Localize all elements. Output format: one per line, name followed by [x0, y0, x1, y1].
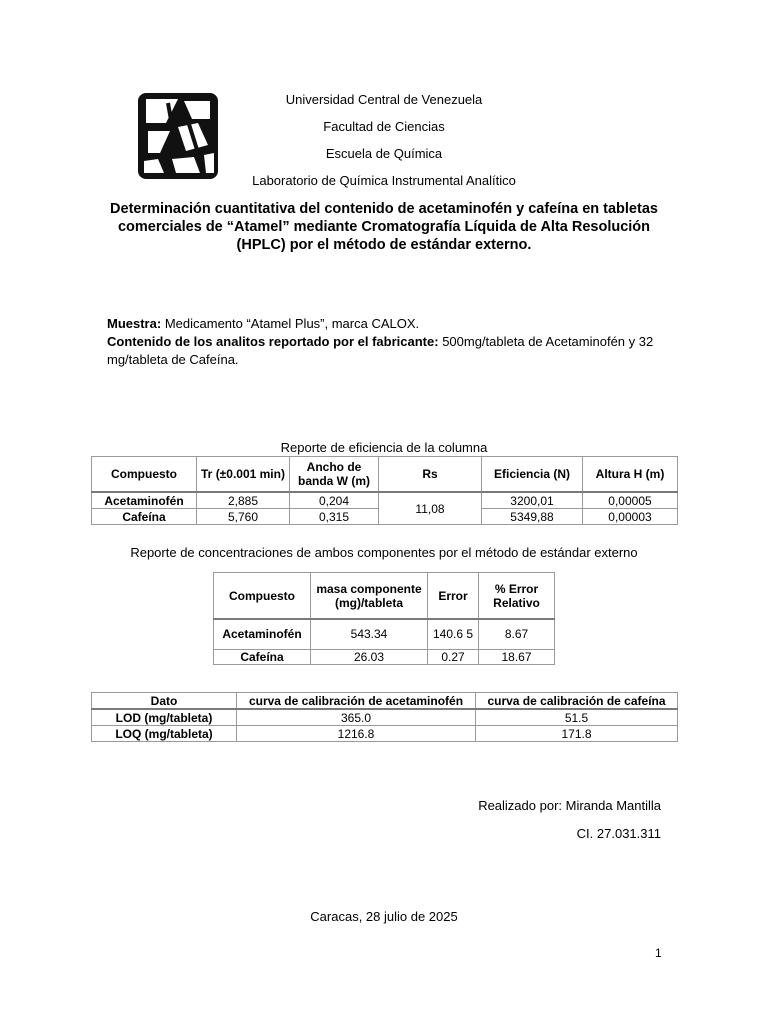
table-cell: 1216.8: [237, 726, 476, 742]
table-cell: 26.03: [311, 649, 428, 664]
table-header: masa componente (mg)/tableta: [311, 573, 428, 620]
table-cell: Cafeína: [214, 649, 311, 664]
document-title: Determinación cuantitativa del contenido de acetaminofén y cafeína en tabletas comerciales de “Atamel” mediante Cromatografía Líquida de Alta Resolución (HPLC) por el método de estándar externo.: [110, 201, 658, 253]
table-cell: 2,885: [197, 492, 290, 509]
table-row: [92, 492, 678, 509]
table-cell: 140.6 5: [428, 619, 479, 649]
table1-caption: Reporte de eficiencia de la columna: [280, 440, 488, 455]
id-line: CI. 27.031.311: [576, 826, 661, 841]
rs-cell: 11,08: [379, 492, 482, 525]
table-cell: 3200,01: [482, 492, 583, 509]
sample-info: Muestra: Medicamento “Atamel Plus”, marca CALOX.: [107, 316, 420, 331]
table-row: [214, 619, 555, 649]
table-cell: 543.34: [311, 619, 428, 649]
table-cell: 0,315: [290, 509, 379, 525]
table-cell: 171.8: [476, 726, 678, 742]
table-cell: 0,00005: [583, 492, 678, 509]
table-cell: 5349,88: [482, 509, 583, 525]
table-cell: 51.5: [476, 709, 678, 726]
table-cell: 18.67: [479, 649, 555, 664]
table-header: curva de calibración de cafeína: [476, 693, 678, 710]
table-header-row: [92, 457, 678, 493]
table-header: Compuesto: [92, 457, 197, 493]
table-header: Error: [428, 573, 479, 620]
table-row: [92, 726, 678, 742]
sample-value: Medicamento “Atamel Plus”, marca CALOX.: [164, 316, 420, 331]
author-line: Realizado por: Miranda Mantilla: [478, 798, 661, 813]
table-cell: 8.67: [479, 619, 555, 649]
table-cell: 365.0: [237, 709, 476, 726]
table-header: curva de calibración de acetaminofén: [237, 693, 476, 710]
content-label: Contenido de los analitos reportado por el fabricante: [107, 334, 435, 349]
table2-caption: Reporte de concentraciones de ambos componentes por el método de estándar externo: [130, 545, 638, 560]
content-info: Contenido de los analitos reportado por el fabricante: 500mg/tableta de Acetaminofén y 32 mg/tableta de Cafeína.: [107, 334, 654, 367]
faculty-name: Facultad de Ciencias: [323, 119, 445, 134]
table-header-row: [92, 693, 678, 710]
table-cell: LOD (mg/tableta): [92, 709, 237, 726]
table-header: Compuesto: [214, 573, 311, 620]
table-header: % Error Relativo: [479, 573, 555, 620]
table-cell: 0,00003: [583, 509, 678, 525]
table-cell: LOQ (mg/tableta): [92, 726, 237, 742]
table-cell: Cafeína: [92, 509, 197, 525]
table-cell: 0,204: [290, 492, 379, 509]
page-number: 1: [655, 946, 662, 960]
table-cell: Acetaminofén: [92, 492, 197, 509]
table-cell: 0.27: [428, 649, 479, 664]
table-header: Rs: [379, 457, 482, 493]
university-name: Universidad Central de Venezuela: [285, 92, 483, 107]
table-header: Tr (±0.001 min): [197, 457, 290, 493]
table-row: [214, 649, 555, 664]
lab-name: Laboratorio de Química Instrumental Analítico: [252, 173, 516, 188]
table-header: Ancho de banda W (m): [290, 457, 379, 493]
content-value: 500mg/tableta de Acetaminofén y 32 mg/tableta de Cafeína.: [107, 334, 654, 367]
table-cell: 5,760: [197, 509, 290, 525]
table-header: Eficiencia (N): [482, 457, 583, 493]
concentration-table: [213, 572, 555, 665]
table-header: Dato: [92, 693, 237, 710]
sample-label: Muestra: [107, 316, 157, 331]
school-name: Escuela de Química: [325, 146, 443, 161]
table-header-row: [214, 573, 555, 620]
table-row: [92, 709, 678, 726]
place-date: Caracas, 28 julio de 2025: [310, 909, 458, 924]
table-cell: Acetaminofén: [214, 619, 311, 649]
table-header: Altura H (m): [583, 457, 678, 493]
efficiency-table: [91, 456, 678, 525]
limits-table: [91, 692, 678, 742]
